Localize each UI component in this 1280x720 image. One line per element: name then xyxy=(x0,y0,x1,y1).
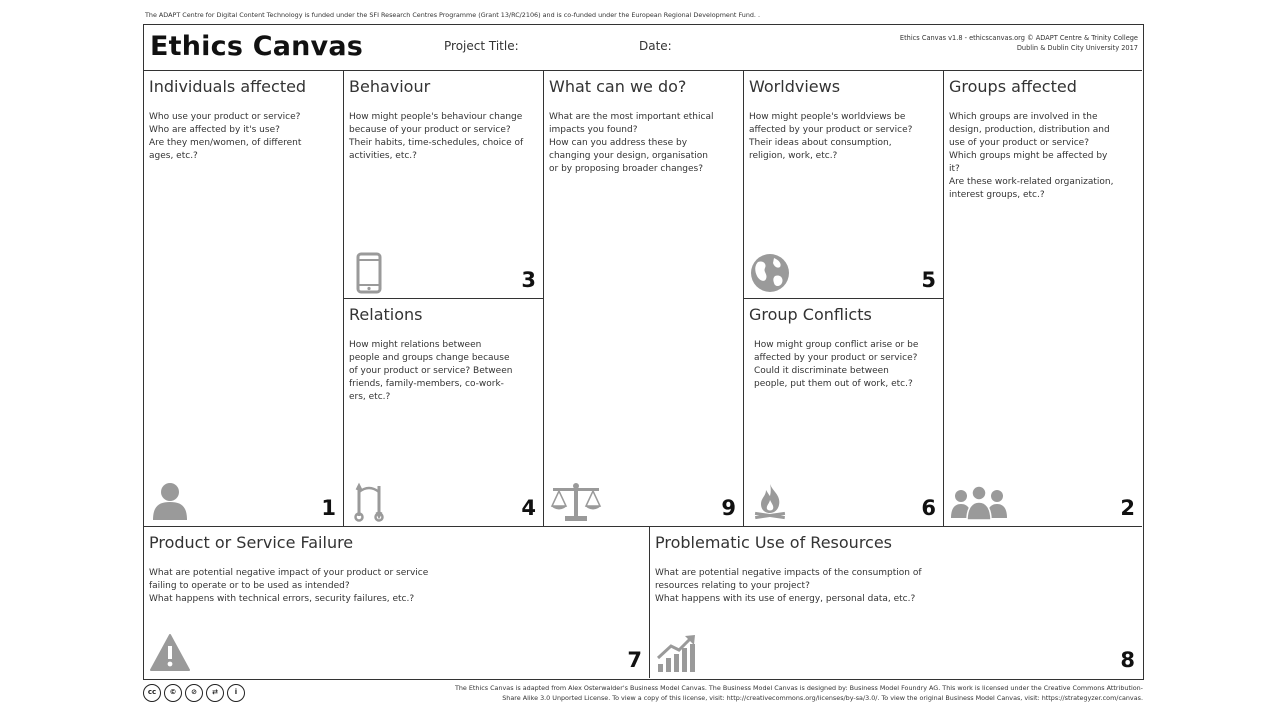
question-line: Are these work-related organization, xyxy=(949,177,1114,187)
cell-title: Group Conflicts xyxy=(749,305,872,324)
question-line: What happens with technical errors, security failures, etc.? xyxy=(149,594,415,604)
question-line: What happens with its use of energy, personal data, etc.? xyxy=(655,594,916,604)
cell-title: What can we do? xyxy=(549,77,687,96)
cell-questions xyxy=(149,111,301,163)
cell-questions xyxy=(549,111,713,176)
question-line: Their habits, time-schedules, choice of xyxy=(349,138,524,148)
cell-questions xyxy=(655,567,922,606)
cell-number: 8 xyxy=(1120,648,1135,672)
cc-badge: ⊘ xyxy=(185,684,203,702)
question-line: people and groups change because xyxy=(349,353,510,363)
credit-line-2: Dublin & Dublin City University 2017 xyxy=(1016,44,1138,52)
cell-questions xyxy=(349,339,512,404)
question-line: design, production, distribution and xyxy=(949,125,1110,135)
cell-product-service-failure xyxy=(144,527,650,678)
question-line: How can you address these by xyxy=(549,138,688,148)
question-line: Are they men/women, of different xyxy=(149,138,302,148)
question-line: Which groups are involved in the xyxy=(949,112,1098,122)
page-title: Ethics Canvas xyxy=(150,31,364,62)
globe-icon xyxy=(749,252,791,294)
canvas-header xyxy=(144,25,1142,71)
question-line: use of your product or service? xyxy=(949,138,1089,148)
question-line: because of your product or service? xyxy=(349,125,511,135)
cell-number: 7 xyxy=(627,648,642,672)
cc-license-badges xyxy=(143,684,245,702)
question-line: of your product or service? Between xyxy=(349,366,513,376)
question-line: What are the most important ethical xyxy=(549,112,714,122)
cell-title: Relations xyxy=(349,305,423,324)
cell-number: 6 xyxy=(921,496,936,520)
question-line: affected by your product or service? xyxy=(749,125,913,135)
credit-line-1: Ethics Canvas v1.8 - ethicscanvas.org © ADAPT Centre & Trinity College xyxy=(899,34,1138,42)
question-line: Which groups might be affected by xyxy=(949,151,1108,161)
cell-worldviews xyxy=(744,71,944,299)
question-line: resources relating to your project? xyxy=(655,581,810,591)
cell-title: Product or Service Failure xyxy=(149,533,354,552)
cell-questions xyxy=(749,111,912,163)
cell-behaviour xyxy=(344,71,544,299)
cell-what-can-we-do xyxy=(544,71,744,527)
project-title-label: Project Title: xyxy=(444,39,519,53)
question-line: affected by your product or service? xyxy=(754,353,918,363)
cell-group-conflicts xyxy=(744,299,944,527)
cell-individuals-affected xyxy=(144,71,344,527)
cell-groups-affected xyxy=(944,71,1142,527)
cell-number: 9 xyxy=(721,496,736,520)
group-icon xyxy=(949,480,1009,522)
cell-questions xyxy=(754,339,918,391)
question-line: it? xyxy=(949,164,960,174)
relations-icon xyxy=(349,480,391,522)
smartphone-icon xyxy=(349,252,391,294)
question-line: impacts you found? xyxy=(549,125,638,135)
cell-number: 4 xyxy=(521,496,536,520)
cc-badge: ⇄ xyxy=(206,684,224,702)
cell-number: 5 xyxy=(921,268,936,292)
cell-number: 3 xyxy=(521,268,536,292)
date-label: Date: xyxy=(639,39,672,53)
scales-icon xyxy=(549,480,603,522)
license-line-2: Share Alike 3.0 Unported License. To view a copy of this license, visit: http://creativecommons.org/licenses/by-sa/3.0/. To view the original Business Model Canvas, visit: https://strategyzer.com/canvas. xyxy=(502,694,1143,702)
question-line: interest groups, etc.? xyxy=(949,190,1045,200)
question-line: Who are affected by it's use? xyxy=(149,125,280,135)
question-line: changing your design, organisation xyxy=(549,151,708,161)
question-line: failing to operate or to be used as intended? xyxy=(149,581,350,591)
question-line: ers, etc.? xyxy=(349,392,391,402)
credit-text xyxy=(900,33,1138,53)
question-line: What are potential negative impacts of the consumption of xyxy=(655,568,922,578)
cell-questions xyxy=(149,567,428,606)
license-text xyxy=(298,683,1143,703)
question-line: Their ideas about consumption, xyxy=(749,138,892,148)
funding-note: The ADAPT Centre for Digital Content Technology is funded under the SFI Research Centres Programme (Grant 13/RC/2106) and is co-funded under the European Regional Development Fund. . xyxy=(145,11,761,19)
cc-badge: © xyxy=(164,684,182,702)
question-line: people, put them out of work, etc.? xyxy=(754,379,913,389)
footer xyxy=(143,684,1144,714)
fire-icon xyxy=(749,480,791,522)
cell-title: Groups affected xyxy=(949,77,1077,96)
question-line: activities, etc.? xyxy=(349,151,417,161)
person-icon xyxy=(149,480,191,522)
cell-number: 2 xyxy=(1120,496,1135,520)
canvas-frame xyxy=(143,24,1144,680)
license-line-1: The Ethics Canvas is adapted from Alex Osterwalder's Business Model Canvas. The Business Model Canvas is designed by: Business Model Foundry AG. This work is licensed under the Creative Commons Attribution- xyxy=(454,684,1143,692)
question-line: How might people's behaviour change xyxy=(349,112,523,122)
cell-problematic-resources xyxy=(650,527,1142,678)
cell-questions xyxy=(949,111,1113,202)
question-line: How might relations between xyxy=(349,340,482,350)
cell-number: 1 xyxy=(321,496,336,520)
question-line: How might group conflict arise or be xyxy=(754,340,919,350)
cell-questions xyxy=(349,111,523,163)
question-line: religion, work, etc.? xyxy=(749,151,838,161)
cell-title: Individuals affected xyxy=(149,77,307,96)
question-line: ages, etc.? xyxy=(149,151,198,161)
cell-title: Problematic Use of Resources xyxy=(655,533,893,552)
cell-title: Worldviews xyxy=(749,77,841,96)
cell-relations xyxy=(344,299,544,527)
cc-badge: i xyxy=(227,684,245,702)
cell-title: Behaviour xyxy=(349,77,431,96)
question-line: How might people's worldviews be xyxy=(749,112,906,122)
question-line: Could it discriminate between xyxy=(754,366,889,376)
question-line: friends, family-members, co-work- xyxy=(349,379,504,389)
question-line: Who use your product or service? xyxy=(149,112,301,122)
question-line: What are potential negative impact of your product or service xyxy=(149,568,429,578)
growth-chart-icon xyxy=(655,632,697,674)
cc-badge: cc xyxy=(143,684,161,702)
warning-icon xyxy=(149,632,191,674)
question-line: or by proposing broader changes? xyxy=(549,164,704,174)
